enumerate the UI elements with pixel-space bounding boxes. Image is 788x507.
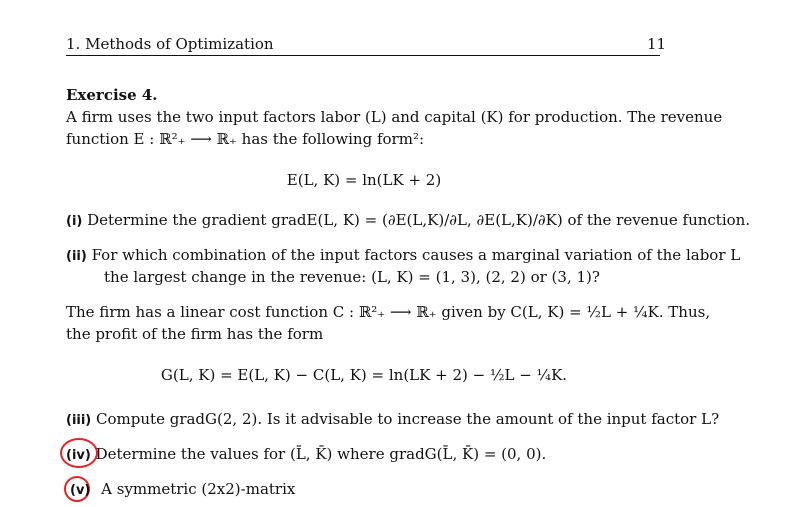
profit-equation: G(L, K) = E(L, K) − C(L, K) = ln(LK + 2) − ½L − ¼K.	[160, 366, 568, 384]
cost-line-2: the profit of the firm has the form	[66, 325, 324, 343]
part-ii-label: (ii)	[66, 249, 87, 264]
part-iii-text: Compute gradG(2, 2). Is it advisable to increase the amount of the input factor L?	[96, 410, 720, 428]
exercise-title: Exercise 4.	[66, 86, 158, 104]
part-v	[70, 480, 295, 498]
part-ii	[66, 246, 740, 264]
chapter-header: 1. Methods of Optimization	[66, 35, 274, 53]
part-v-label: (v)	[70, 483, 91, 498]
part-iv-text: Determine the values for (L̄, K̄) where gradG(L̄, K̄) = (0, 0).	[95, 445, 547, 463]
revenue-equation: E(L, K) = ln(LK + 2)	[286, 171, 442, 189]
part-ii-line-1: For which combination of the input factors causes a marginal variation of the labor L	[91, 246, 741, 264]
part-iii-label: (iii)	[66, 413, 92, 428]
part-iii	[66, 410, 719, 428]
part-ii-line-2: the largest change in the revenue: (L, K) = (1, 3), (2, 2) or (3, 1)?	[104, 268, 600, 286]
part-i	[66, 211, 750, 229]
page-number: 11	[647, 35, 667, 53]
header-rule	[66, 55, 660, 56]
part-i-text: Determine the gradient gradE(L, K) = (∂E(L,K)/∂L, ∂E(L,K)/∂K) of the revenue function.	[87, 211, 751, 229]
cost-line-1: The firm has a linear cost function C : ℝ²₊ ⟶ ℝ₊ given by C(L, K) = ½L + ¼K. Thus,	[66, 303, 711, 321]
part-iv-label: (iv)	[66, 448, 91, 463]
intro-line-1: A firm uses the two input factors labor (L) and capital (K) for production. The revenue	[66, 108, 723, 126]
part-iv	[66, 445, 546, 463]
intro-line-2: function E : ℝ²₊ ⟶ ℝ₊ has the following form²:	[66, 130, 425, 148]
part-i-label: (i)	[66, 214, 83, 229]
part-v-text: A symmetric (2x2)-matrix	[101, 480, 296, 498]
